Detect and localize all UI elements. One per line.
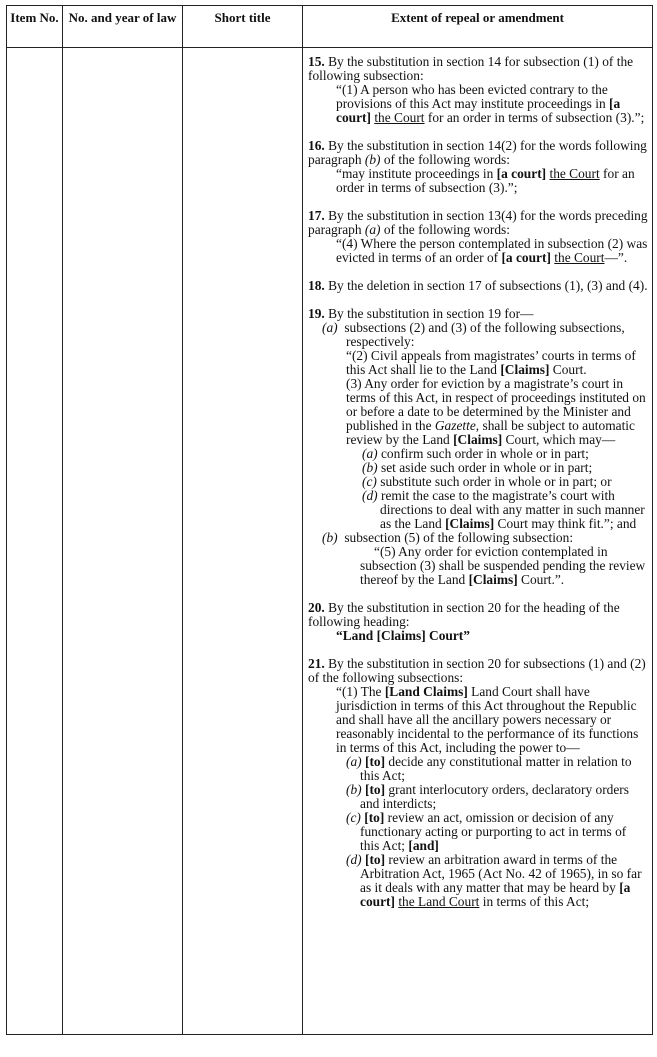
text-fragment: confirm such order in whole or in part; bbox=[380, 446, 589, 461]
list-item bbox=[308, 811, 648, 853]
paragraph bbox=[308, 629, 648, 643]
list-item bbox=[308, 475, 648, 489]
list-item bbox=[308, 783, 648, 811]
table-row bbox=[7, 48, 653, 1035]
text-fragment: for an order in terms of subsection (3).”; bbox=[336, 166, 635, 195]
paragraph bbox=[308, 377, 648, 447]
text-fragment: 17. bbox=[308, 208, 325, 223]
text-fragment: subsections (2) and (3) of the following subsections, respectively: bbox=[344, 320, 625, 349]
inserted-text: the Court bbox=[549, 166, 600, 181]
paragraph bbox=[308, 83, 648, 125]
paragraph bbox=[308, 209, 648, 237]
text-fragment: remit the case to the magistrate’s court with directions to deal with any matter in such manner as the Land bbox=[380, 488, 645, 531]
text-fragment: Land Court shall have jurisdiction in terms of this Act throughout the Republic and shall have all the ancillary powers necessary or reasonably incidental to the performance of its functions in terms of this Act, including the power to— bbox=[336, 684, 639, 755]
inserted-text: the Court bbox=[554, 250, 605, 265]
paragraph bbox=[308, 349, 648, 377]
text-fragment: (a) bbox=[346, 754, 362, 769]
text-fragment: 21. bbox=[308, 656, 325, 671]
paragraph bbox=[308, 139, 648, 167]
amendment-19 bbox=[308, 307, 648, 587]
text-fragment: Court.”. bbox=[517, 572, 565, 587]
text-fragment: review an act, omission or decision of any functionary acting or purporting to act in terms of this Act; bbox=[360, 810, 627, 853]
paragraph bbox=[308, 685, 648, 755]
text-fragment: Gazette bbox=[434, 418, 476, 433]
deleted-text: [to] bbox=[364, 852, 386, 867]
deleted-text: [to] bbox=[364, 810, 385, 825]
text-fragment: By the substitution in section 13(4) for the words preceding paragraph bbox=[308, 208, 648, 237]
text-fragment: (a) bbox=[364, 222, 381, 237]
paragraph bbox=[308, 167, 648, 195]
header-year-of-law: No. and year of law bbox=[63, 6, 183, 48]
deleted-text: [a court] bbox=[336, 96, 621, 125]
text-fragment: , shall be subject to automatic review by the Land bbox=[346, 418, 635, 447]
text-fragment: “(5) Any order for eviction contemplated in subsection (3) shall be suspended pending the review thereof by the Land bbox=[360, 544, 646, 587]
deleted-text: [Claims] bbox=[376, 628, 426, 643]
paragraph bbox=[308, 531, 648, 545]
text-fragment: By the substitution in section 19 for— bbox=[328, 306, 534, 321]
list-item bbox=[308, 447, 648, 461]
inserted-text: the Land Court bbox=[398, 894, 480, 909]
text-fragment: “(2) Civil appeals from magistrates’ courts in terms of this Act shall lie to the Land bbox=[346, 348, 636, 377]
text-fragment: grant interlocutory orders, declaratory orders and interdicts; bbox=[360, 782, 629, 811]
paragraph bbox=[308, 657, 648, 685]
header-extent: Extent of repeal or amendment bbox=[303, 6, 653, 48]
paragraph bbox=[308, 321, 648, 349]
list-item bbox=[308, 755, 648, 783]
text-fragment: Court, which may— bbox=[502, 432, 616, 447]
text-fragment: By the substitution in section 14 for subsection (1) of the following subsection: bbox=[308, 54, 634, 83]
text-fragment: By the substitution in section 20 for the heading of the following heading: bbox=[308, 600, 620, 629]
paragraph bbox=[308, 307, 648, 321]
text-fragment: (b) bbox=[364, 152, 381, 167]
paragraph bbox=[308, 55, 648, 83]
amendment-schedule-table bbox=[6, 5, 653, 1035]
text-fragment: subsection (5) of the following subsection: bbox=[344, 530, 574, 545]
text-fragment: 18. bbox=[308, 278, 325, 293]
text-fragment: (b) bbox=[346, 782, 362, 797]
deleted-text: [a court] bbox=[496, 166, 547, 181]
text-fragment: (b) bbox=[362, 460, 378, 475]
deleted-text: [and] bbox=[408, 838, 439, 853]
text-fragment: decide any constitutional matter in relation to this Act; bbox=[360, 754, 632, 783]
text-fragment: “(1) The bbox=[336, 684, 385, 699]
text-fragment: (a) bbox=[362, 446, 378, 461]
text-fragment: Court” bbox=[425, 628, 470, 643]
text-fragment: Court may think fit.”; and bbox=[494, 516, 637, 531]
text-fragment: (c) bbox=[362, 474, 377, 489]
amendment-15 bbox=[308, 55, 648, 125]
text-fragment: Court. bbox=[549, 362, 587, 377]
text-fragment: “(1) A person who has been evicted contrary to the provisions of this Act may institute proceedings in bbox=[336, 82, 609, 111]
deleted-text: [a court] bbox=[360, 880, 631, 909]
text-fragment: review an arbitration award in terms of the Arbitration Act, 1965 (Act No. 42 of 1965), in so far as it deals with any matter that may be heard by bbox=[360, 852, 642, 895]
text-fragment: (d) bbox=[362, 488, 378, 503]
amendment-18 bbox=[308, 279, 648, 293]
text-fragment: for an order in terms of subsection (3).”; bbox=[424, 110, 645, 125]
deleted-text: [to] bbox=[364, 754, 386, 769]
deleted-text: [to] bbox=[364, 782, 386, 797]
deleted-text: [Claims] bbox=[445, 516, 495, 531]
deleted-text: [Claims] bbox=[500, 362, 550, 377]
amendment-17 bbox=[308, 209, 648, 265]
text-fragment: 15. bbox=[308, 54, 325, 69]
text-fragment: —”. bbox=[604, 250, 628, 265]
deleted-text: [Claims] bbox=[468, 572, 518, 587]
header-row bbox=[7, 6, 653, 48]
year-of-law-cell bbox=[63, 48, 183, 1035]
text-fragment: “may institute proceedings in bbox=[336, 166, 497, 181]
text-fragment: (3) Any order for eviction by a magistrate’s court in terms of this Act, in respect of proceedings instituted on or before a date to be determined by the Minister and published in the bbox=[346, 376, 646, 433]
paragraph bbox=[308, 545, 648, 587]
text-fragment: (c) bbox=[346, 810, 361, 825]
text-fragment: (d) bbox=[346, 852, 362, 867]
extent-cell bbox=[303, 48, 653, 1035]
text-fragment: “(4) Where the person contemplated in subsection (2) was evicted in terms of an order of bbox=[336, 236, 648, 265]
list-item bbox=[308, 853, 648, 909]
list-item bbox=[308, 489, 648, 531]
inserted-text: the Court bbox=[374, 110, 425, 125]
deleted-text: [Land Claims] bbox=[384, 684, 468, 699]
text-fragment: of the following words: bbox=[380, 152, 510, 167]
header-short-title: Short title bbox=[183, 6, 303, 48]
text-fragment: (b) bbox=[322, 530, 338, 545]
text-fragment: “Land bbox=[336, 628, 377, 643]
deleted-text: [Claims] bbox=[453, 432, 503, 447]
short-title-cell bbox=[183, 48, 303, 1035]
text-fragment: By the substitution in section 14(2) for the words following paragraph bbox=[308, 138, 647, 167]
amendment-20 bbox=[308, 601, 648, 643]
paragraph bbox=[308, 601, 648, 629]
item-no-cell bbox=[7, 48, 63, 1035]
deleted-text: [a court] bbox=[501, 250, 551, 265]
text-fragment: in terms of this Act; bbox=[479, 894, 590, 909]
text-fragment: By the deletion in section 17 of subsections (1), (3) and (4). bbox=[328, 278, 648, 293]
text-fragment: 16. bbox=[308, 138, 325, 153]
header-item-no: Item No. bbox=[7, 6, 63, 48]
paragraph bbox=[308, 279, 648, 293]
text-fragment: substitute such order in whole or in part; or bbox=[380, 474, 612, 489]
list-item bbox=[308, 461, 648, 475]
text-fragment: By the substitution in section 20 for subsections (1) and (2) of the following subsections: bbox=[308, 656, 646, 685]
text-fragment: (a) bbox=[322, 320, 338, 335]
amendment-21 bbox=[308, 657, 648, 909]
text-fragment: set aside such order in whole or in part; bbox=[380, 460, 593, 475]
paragraph bbox=[308, 237, 648, 265]
text-fragment: of the following words: bbox=[380, 222, 510, 237]
text-fragment: 19. bbox=[308, 306, 325, 321]
text-fragment: 20. bbox=[308, 600, 325, 615]
amendment-16 bbox=[308, 139, 648, 195]
